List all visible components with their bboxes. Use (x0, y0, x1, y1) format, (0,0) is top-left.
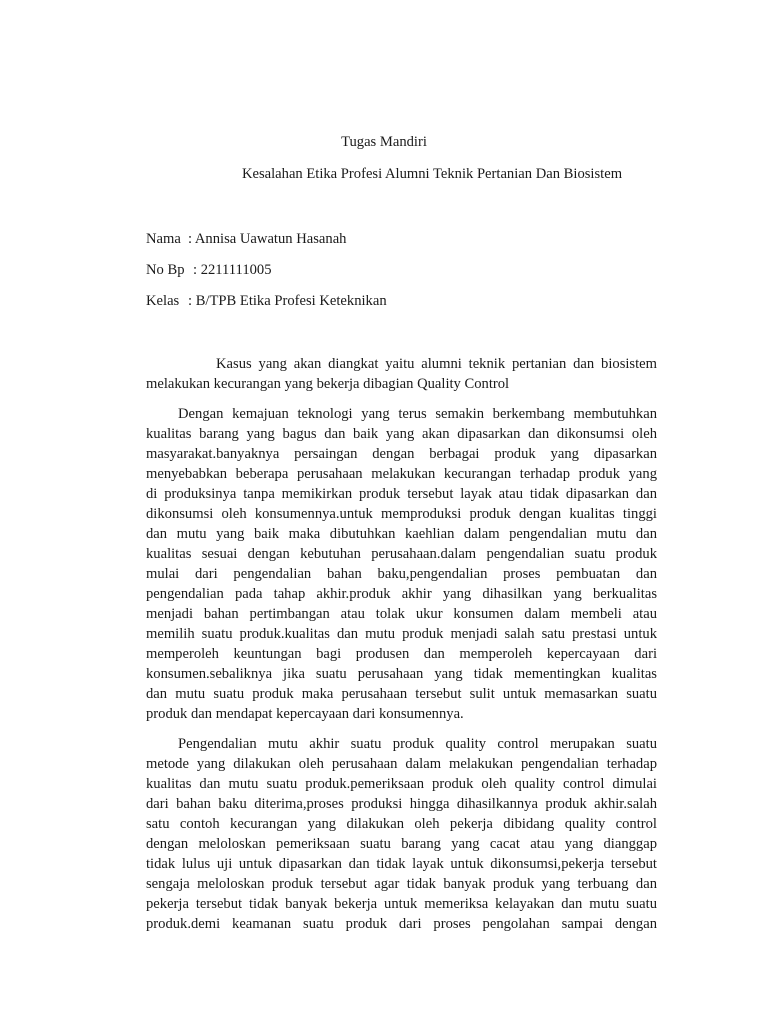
paragraph-line: dan mutu yang baik maka dibutuhkan kaehlian dalam pengendalian mutu dan (146, 526, 657, 542)
paragraph-line: di produksinya tanpa memikirkan produk tersebut layak atau tidak dipasarkan dan (146, 486, 657, 502)
paragraph-line: pengendalian pada tahap akhir.produk akhir yang dihasilkan yang berkualitas (146, 586, 657, 602)
paragraph-line: tidak lulus uji untuk dipasarkan dan tidak layak untuk dikonsumsi,pekerja tersebut (146, 856, 657, 872)
paragraph-line: kualitas dan mutu suatu produk.pemeriksaan produk oleh quality control dimulai (146, 776, 657, 792)
document-subtitle: Kesalahan Etika Profesi Alumni Teknik Pertanian Dan Biosistem (241, 166, 623, 182)
paragraph-line: produk dan mendapat kepercayaan dari konsumennya. (146, 706, 464, 722)
paragraph-line: memilih suatu produk.kualitas dan mutu produk menjadi salah satu prestasi untuk (146, 626, 657, 642)
paragraph-line: menjadi bahan pertimbangan atau tolak ukur konsumen dalam membeli atau (146, 606, 657, 622)
paragraph-line: dengan meloloskan pemeriksaan suatu barang yang cacat atau yang dianggap (146, 836, 657, 852)
info-nobp-label: No Bp (146, 262, 185, 278)
paragraph-line: sengaja meloloskan produk tersebut agar tidak banyak produk yang terbuang dan (146, 876, 657, 892)
paragraph-line: satu contoh kecurangan yang dilakukan oleh pekerja dibidang quality control (146, 816, 657, 832)
paragraph-line: dan mutu suatu produk maka perusahaan tersebut sulit untuk memasarkan suatu (146, 686, 657, 702)
paragraph-line: memperoleh keuntungan bagi produsen dan memperoleh kepercayaan dari (146, 646, 657, 662)
paragraph-line: konsumen.sebaliknya jika suatu perusahaan yang tidak mementingkan kualitas (146, 666, 657, 682)
info-kelas-row (146, 292, 387, 310)
info-kelas-label: Kelas (146, 293, 180, 309)
paragraph-line: menyebabkan beberapa perusahaan melakukan kecurangan terhadap produk yang (146, 466, 657, 482)
info-nobp-row (146, 261, 272, 279)
document-title: Tugas Mandiri (341, 134, 427, 150)
paragraph-line: Kasus yang akan diangkat yaitu alumni teknik pertanian dan biosistem (216, 356, 657, 372)
paragraph-line: mulai dari pengendalian bahan baku,pengendalian proses pembuatan dan (146, 566, 657, 582)
paragraph-line: kualitas sesuai dengan kebutuhan perusahaan.dalam pengendalian suatu produk (146, 546, 657, 562)
paragraph-line: kualitas barang yang bagus dan baik yang akan dipasarkan dan dikonsumsi oleh (146, 426, 657, 442)
paragraph-line: produk.demi keamanan suatu produk dari proses pengolahan sampai dengan (146, 916, 657, 932)
paragraph-line: dikonsumsi oleh konsumennya.untuk memproduksi produk dengan kualitas tinggi (146, 506, 657, 522)
paragraph-line: Dengan kemajuan teknologi yang terus semakin berkembang membutuhkan (178, 406, 657, 422)
info-name-value: : Annisa Uawatun Hasanah (188, 231, 347, 247)
info-nobp-value: : 2211111005 (193, 262, 272, 278)
info-name-row (146, 230, 346, 248)
paragraph-line: melakukan kecurangan yang bekerja dibagian Quality Control (146, 376, 510, 392)
paragraph-line: metode yang dilakukan oleh perusahaan dalam melakukan pengendalian terhadap (146, 756, 657, 772)
info-kelas-value: : B/TPB Etika Profesi Keteknikan (188, 293, 387, 309)
paragraph-line: masyarakat.banyaknya persaingan dengan berbagai produk yang dipasarkan (146, 446, 657, 462)
paragraph-line: Pengendalian mutu akhir suatu produk quality control merupakan suatu (178, 736, 657, 752)
paragraph-line: pekerja tersebut tidak banyak bekerja untuk memeriksa kelayakan dan mutu suatu (146, 896, 657, 912)
paragraph-line: dari bahan baku diterima,proses produksi hingga dihasilkannya produk akhir.salah (146, 796, 657, 812)
info-name-label: Nama (146, 231, 181, 247)
